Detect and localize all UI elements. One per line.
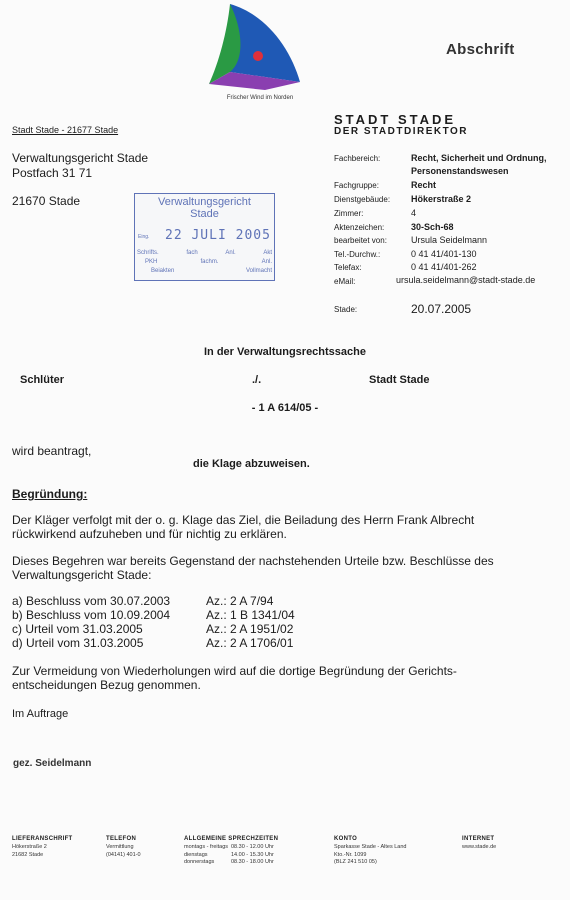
bearbeitet-label: bearbeitet von: xyxy=(334,236,387,245)
ruling-label: c) Urteil vom 31.03.2005 xyxy=(12,622,143,636)
ruling-az: Az.: 1 B 1341/04 xyxy=(206,608,295,622)
footer-internet xyxy=(462,835,496,852)
footer-phone-line: Vermittlung xyxy=(106,844,134,850)
stamp-row-2 xyxy=(137,259,272,265)
stamp-field: Schrifts. xyxy=(137,250,159,256)
letter-date: 20.07.2005 xyxy=(411,302,472,316)
footer-internet-heading: INTERNET xyxy=(462,836,495,842)
motion-main: die Klage abzuweisen. xyxy=(193,458,310,470)
footer-delivery-line: Hökerstraße 2 xyxy=(12,844,47,850)
ruling-label: b) Beschluss vom 10.09.2004 xyxy=(12,608,171,622)
reasoning-heading: Begründung: xyxy=(12,487,88,501)
stamp-court-name: Verwaltungsgericht xyxy=(158,196,251,208)
footer-account-line: (BLZ 241 510 05) xyxy=(334,859,377,865)
fachgruppe-label: Fachgruppe: xyxy=(334,181,379,190)
fax-value: 0 41 41/401-262 xyxy=(411,262,477,272)
reasoning-para-3-line-1: Zur Vermeidung von Wiederholungen wird auf die dortige Begründung der Gerichts- xyxy=(12,664,457,678)
reasoning-para-2-line-2: Verwaltungsgericht Stade: xyxy=(12,568,152,582)
hours-time: 14.00 - 15.30 Uhr xyxy=(231,851,274,858)
hours-day: dienstags xyxy=(184,851,208,858)
bearbeitet-value: Ursula Seidelmann xyxy=(411,235,488,245)
hours-day: donnerstags xyxy=(184,859,215,865)
sender-return-address: Stadt Stade - 21677 Stade xyxy=(12,125,119,135)
fachgruppe-value: Recht xyxy=(411,180,437,190)
stamp-field: Beiakten xyxy=(151,268,175,274)
ruling-az: Az.: 2 A 7/94 xyxy=(206,594,274,608)
stamp-field: Anl. xyxy=(225,250,236,256)
motion-intro: wird beantragt, xyxy=(12,444,92,458)
zimmer-value: 4 xyxy=(411,208,417,218)
footer-phone-heading: TELEFON xyxy=(106,836,137,842)
ruling-label: a) Beschluss vom 30.07.2003 xyxy=(12,594,171,608)
zimmer-label: Zimmer: xyxy=(334,209,364,218)
stamp-row-3 xyxy=(137,268,272,274)
court-received-stamp xyxy=(134,193,275,281)
signature: gez. Seidelmann xyxy=(13,758,92,769)
ruling-item xyxy=(12,608,412,622)
ruling-label: d) Urteil vom 31.03.2005 xyxy=(12,636,144,650)
recipient-pobox: Postfach 31 71 xyxy=(12,166,93,180)
footer-hours-heading: ALLGEMEINE SPRECHZEITEN xyxy=(184,836,279,842)
stamp-field: fachm. xyxy=(200,259,219,265)
ruling-item xyxy=(12,636,412,650)
stamp-court-city: Stade xyxy=(190,208,219,220)
footer-account xyxy=(334,835,406,867)
fachbereich-label: Fachbereich: xyxy=(334,154,381,163)
fachbereich-value-2: Personenstandswesen xyxy=(411,166,509,176)
footer-delivery-line: 21682 Stade xyxy=(12,851,44,858)
reasoning-para-2-line-1: Dieses Begehren war bereits Gegenstand der nachstehenden Urteile bzw. Beschlüsse des xyxy=(12,554,494,568)
footer-delivery xyxy=(12,835,73,859)
footer-phone xyxy=(106,835,141,859)
ruling-az: Az.: 2 A 1706/01 xyxy=(206,636,294,650)
stamp-field: Vollmacht xyxy=(245,268,272,274)
city-title: STADT STADE xyxy=(334,112,457,127)
case-number: - 1 A 614/05 - xyxy=(251,402,319,414)
stamp-date: 22 JULI 2005 xyxy=(165,228,271,243)
stade-date-label: Stade: xyxy=(334,305,358,314)
city-sail-logo xyxy=(205,2,315,102)
footer-website-link[interactable]: www.stade.de xyxy=(462,844,497,850)
ruling-az: Az.: 2 A 1951/02 xyxy=(206,622,294,636)
city-subtitle: DER STADTDIREKTOR xyxy=(334,126,469,137)
hours-time: 08.30 - 12.00 Uhr xyxy=(231,844,274,850)
email-label: eMail: xyxy=(334,277,356,286)
footer-hours-row xyxy=(184,852,278,860)
fachbereich-value: Recht, Sicherheit und Ordnung, xyxy=(411,153,547,163)
logo-tagline: Frischer Wind im Norden xyxy=(226,95,294,101)
footer-phone-line: (04141) 401-0 xyxy=(106,851,141,858)
email-value[interactable]: ursula.seidelmann@stadt-stade.de xyxy=(396,275,536,285)
case-heading: In der Verwaltungsrechtssache xyxy=(203,346,366,358)
footer-account-line: Sparkasse Stade - Altes Land xyxy=(334,844,407,850)
footer-account-heading: KONTO xyxy=(334,836,358,842)
stamp-field: fach xyxy=(186,250,198,256)
stamp-field: Akt xyxy=(263,250,272,256)
footer-account-line: Kto.-Nr. 1099 xyxy=(334,851,367,858)
stamp-row-1 xyxy=(137,250,272,256)
footer-hours-row xyxy=(184,859,278,867)
recipient-name: Verwaltungsgericht Stade xyxy=(12,151,149,165)
versus-symbol: ./. xyxy=(252,374,262,386)
footer-hours-row xyxy=(184,844,278,852)
stamp-eingang-label: Eing. xyxy=(138,234,150,240)
dienstgebaeude-label: Dienstgebäude: xyxy=(334,195,391,204)
ruling-item xyxy=(12,594,412,608)
aktenzeichen-label: Aktenzeichen: xyxy=(334,223,385,232)
hours-time: 08.30 - 18.00 Uhr xyxy=(231,859,274,865)
recipient-city: 21670 Stade xyxy=(12,194,81,208)
defendant-name: Stadt Stade xyxy=(369,374,430,386)
tel-label: Tel.-Durchw.: xyxy=(334,250,381,259)
reasoning-para-1-line-2: rückwirkend aufzuheben und für nichtig zu erklären. xyxy=(12,527,287,541)
dienstgebaeude-value: Hökerstraße 2 xyxy=(411,194,472,204)
hours-day: montags - freitags xyxy=(184,844,229,850)
stamp-field: Anl. xyxy=(261,259,272,265)
footer-hours xyxy=(184,835,278,867)
in-order-phrase: Im Auftrage xyxy=(12,708,69,720)
plaintiff-name: Schlüter xyxy=(20,374,65,386)
stamp-field: PKH xyxy=(145,259,158,265)
reasoning-para-3-line-2: entscheidungen Bezug genommen. xyxy=(12,678,201,692)
footer-delivery-heading: LIEFERANSCHRIFT xyxy=(12,836,73,842)
ruling-item xyxy=(12,622,412,636)
aktenzeichen-value: 30-Sch-68 xyxy=(411,222,454,232)
reasoning-para-1-line-1: Der Kläger verfolgt mit der o. g. Klage das Ziel, die Beiladung des Herrn Frank Albrecht xyxy=(12,513,475,527)
fax-label: Telefax: xyxy=(334,263,362,272)
tel-value: 0 41 41/401-130 xyxy=(411,249,477,259)
copy-stamp-label: Abschrift xyxy=(446,41,515,58)
